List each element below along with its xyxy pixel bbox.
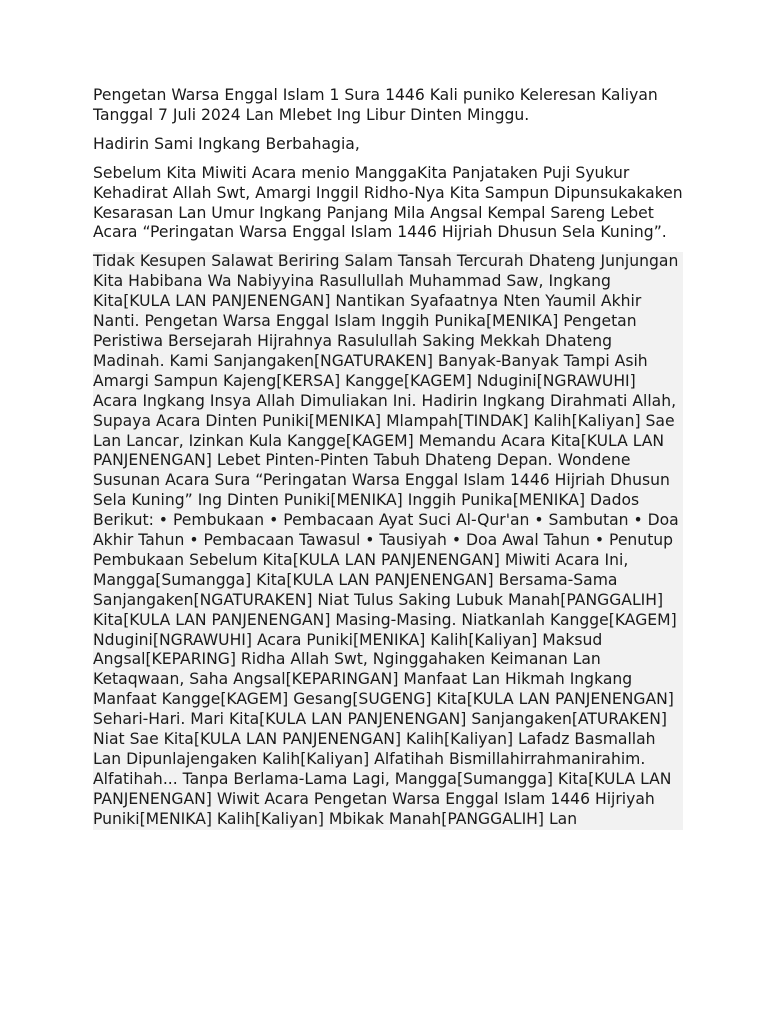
paragraph-main-body: Tidak Kesupen Salawat Beriring Salam Tansah Tercurah Dhateng Junjungan Kita Habibana Wa Nabiyyina Rasullullah Muhammad Saw, Ingkang Kita[KULA LAN PANJENENGAN] Nantikan Syafaatnya Nten Yaumil Akhir Nanti. Pengetan Warsa Enggal Islam Inggih Punika[MENIKA] Pengetan Peristiwa Bersejarah Hijrahnya Rasulullah Saking Mekkah Dhateng Madinah. Kami Sanjangaken[NGATURAKEN] Banyak-Banyak Tampi Asih Amargi Sampun Kajeng[KERSA] Kangge[KAGEM] Ndugini[NGRAWUHI] Acara Ingkang Insya Allah Dimuliakan Ini. Hadirin Ingkang Dirahmati Allah, Supaya Acara Dinten Puniki[MENIKA] Mlampah[TINDAK] Kalih[Kaliyan] Sae Lan Lancar, Izinkan Kula Kangge[KAGEM] Memandu Acara Kita[KULA LAN PANJENENGAN] Lebet Pinten-Pinten Tabuh Dhateng Depan. Wondene Susunan Acara Sura “Peringatan Warsa Enggal Islam 1446 Hijriah Dhusun Sela Kuning” Ing Dinten Puniki[MENIKA] Inggih Punika[MENIKA] Dados Berikut: • Pembukaan • Pembacaan Ayat Suci Al-Qur'an • Sambutan • Doa Akhir Tahun • Pembacaan Tawasul • Tausiyah • Doa Awal Tahun • Penutup Pembukaan Sebelum Kita[KULA LAN PANJENENGAN] Miwiti Acara Ini, Mangga[Sumangga] Kita[KULA LAN PANJENENGAN] Bersama-Sama Sanjangaken[NGATURAKEN] Niat Tulus Saking Lubuk Manah[PANGGALIH] Kita[KULA LAN PANJENENGAN] Masing-Masing. Niatkanlah Kangge[KAGEM] Ndugini[NGRAWUHI] Acara Puniki[MENIKA] Kalih[Kaliyan] Maksud Angsal[KEPARING] Ridha Allah Swt, Nginggahaken Keimanan Lan Ketaqwaan, Saha Angsal[KEPARINGAN] Manfaat Lan Hikmah Ingkang Manfaat Kangge[KAGEM] Gesang[SUGENG] Kita[KULA LAN PANJENENGAN] Sehari-Hari. Mari Kita[KULA LAN PANJENENGAN] Sanjangaken[ATURAKEN] Niat Sae Kita[KULA LAN PANJENENGAN] Kalih[Kaliyan] Lafadz Basmallah Lan Dipunlajengaken Kalih[Kaliyan] Alfatihah Bismillahirrahmanirahim. Alfatihah... Tanpa Berlama-Lama Lagi, Mangga[Sumangga] Kita[KULA LAN PANJENENGAN] Wiwit Acara Pengetan Warsa Enggal Islam 1446 Hijriyah Puniki[MENIKA] Kalih[Kaliyan] Mbikak Manah[PANGGALIH] Lan — [93, 252, 683, 829]
paragraph-greeting: Hadirin Sami Ingkang Berbahagia, — [93, 134, 360, 153]
paragraph-intro: Pengetan Warsa Enggal Islam 1 Sura 1446 Kali puniko Keleresan Kaliyan Tanggal 7 Juli 2024 Lan Mlebet Ing Libur Dinten Minggu. — [93, 86, 658, 124]
document-page — [93, 86, 683, 839]
paragraph-opening: Sebelum Kita Miwiti Acara menio ManggaKita Panjataken Puji Syukur Kehadirat Allah Swt, Amargi Inggil Ridho-Nya Kita Sampun Dipunsukakaken Kesarasan Lan Umur Ingkang Panjang Mila Angsal Kempal Sareng Lebet Acara “Peringatan Warsa Enggal Islam 1446 Hijriah Dhusun Sela Kuning”. — [93, 163, 683, 242]
